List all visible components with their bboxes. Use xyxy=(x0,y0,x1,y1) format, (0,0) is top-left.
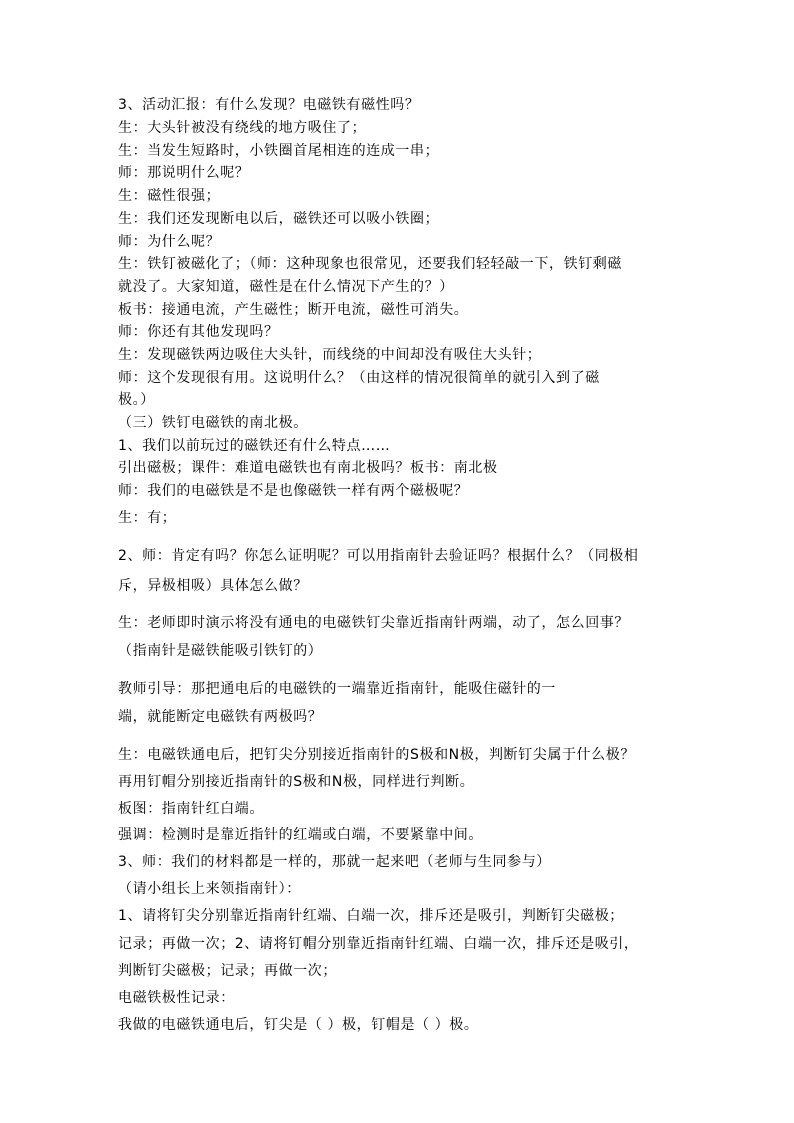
text-line: 生：磁性很强； xyxy=(118,188,221,204)
section-heading: （三）铁钉电磁铁的南北极。 xyxy=(118,415,308,431)
text-line: 斥，异极相吸）具体怎么做？ xyxy=(118,578,308,594)
text-line: 师：那说明什么呢？ xyxy=(118,165,250,181)
text-line: 3、活动汇报：有什么发现？电磁铁有磁性吗？ xyxy=(118,97,420,113)
text-line: 生：我们还发现断电以后，磁铁还可以吸小铁圈； xyxy=(118,211,440,227)
text-line: 记录；再做一次；2、请将钉帽分别靠近指南针红端、白端一次，排斥还是吸引， xyxy=(118,936,639,952)
text-line: 板书：接通电流，产生磁性；断开电流，磁性可消失。 xyxy=(118,302,469,318)
text-line: （指南针是磁铁能吸引铁钉的） xyxy=(118,643,323,659)
text-line: 2、师：肯定有吗？你怎么证明呢？可以用指南针去验证吗？根据什么？（同极相 xyxy=(118,548,639,564)
text-line: 板图：指南针红白端。 xyxy=(118,801,264,817)
text-line: 师：为什么呢？ xyxy=(118,234,221,250)
text-line: 就没了。大家知道，磁性是在什么情况下产生的？） xyxy=(118,279,454,295)
text-line: 师：你还有其他发现吗？ xyxy=(118,324,279,340)
text-line: 生：电磁铁通电后，把钉尖分别接近指南针的S极和N极，判断钉尖属于什么极？ xyxy=(118,747,635,763)
text-line: 引出磁极；课件：难道电磁铁也有南北极吗？板书：南北极 xyxy=(118,460,498,476)
text-line: 1、请将钉尖分别靠近指南针红端、白端一次，排斥还是吸引，判断钉尖磁极； xyxy=(118,908,624,924)
text-line: 再用钉帽分别接近指南针的S极和N极，同样进行判断。 xyxy=(118,774,475,790)
text-line: 端，就能断定电磁铁有两极吗？ xyxy=(118,709,323,725)
text-line: 教师引导：那把通电后的电磁铁的一端靠近指南针，能吸住磁针的一 xyxy=(118,681,556,697)
text-line: 我做的电磁铁通电后，钉尖是（ ）极，钉帽是（ ）极。 xyxy=(118,1017,479,1033)
text-line: 生：大头针被没有绕线的地方吸住了； xyxy=(118,120,367,136)
text-line: 生：铁钉被磁化了；（师：这种现象也很常见，还要我们轻轻敲一下，铁钉剩磁 xyxy=(118,256,622,272)
text-line: 生：当发生短路时，小铁圈首尾相连的连成一串； xyxy=(118,143,440,159)
text-line: 强调：检测时是靠近指针的红端或白端，不要紧靠中间。 xyxy=(118,827,483,843)
text-line: 电磁铁极性记录： xyxy=(118,990,235,1006)
text-line: 1、我们以前玩过的磁铁还有什么特点…… xyxy=(118,438,391,454)
text-line: 生：发现磁铁两边吸住大头针，而线绕的中间却没有吸住大头针； xyxy=(118,347,542,363)
text-line: 判断钉尖磁极；记录；再做一次； xyxy=(118,963,337,979)
text-line: 生：有； xyxy=(118,510,177,526)
text-line: （请小组长上来领指南针）： xyxy=(118,881,301,897)
text-line: 极。） xyxy=(118,392,155,408)
text-line: 师：我们的电磁铁是不是也像磁铁一样有两个磁极呢？ xyxy=(118,483,469,499)
text-line: 师：这个发现很有用。这说明什么？（由这样的情况很简单的就引入到了磁 xyxy=(118,370,600,386)
text-line: 生：老师即时演示将没有通电的电磁铁钉尖靠近指南针两端，动了，怎么回事？ xyxy=(118,615,629,631)
text-line: 3、师：我们的材料都是一样的，那就一起来吧（老师与生同参与） xyxy=(118,854,551,870)
